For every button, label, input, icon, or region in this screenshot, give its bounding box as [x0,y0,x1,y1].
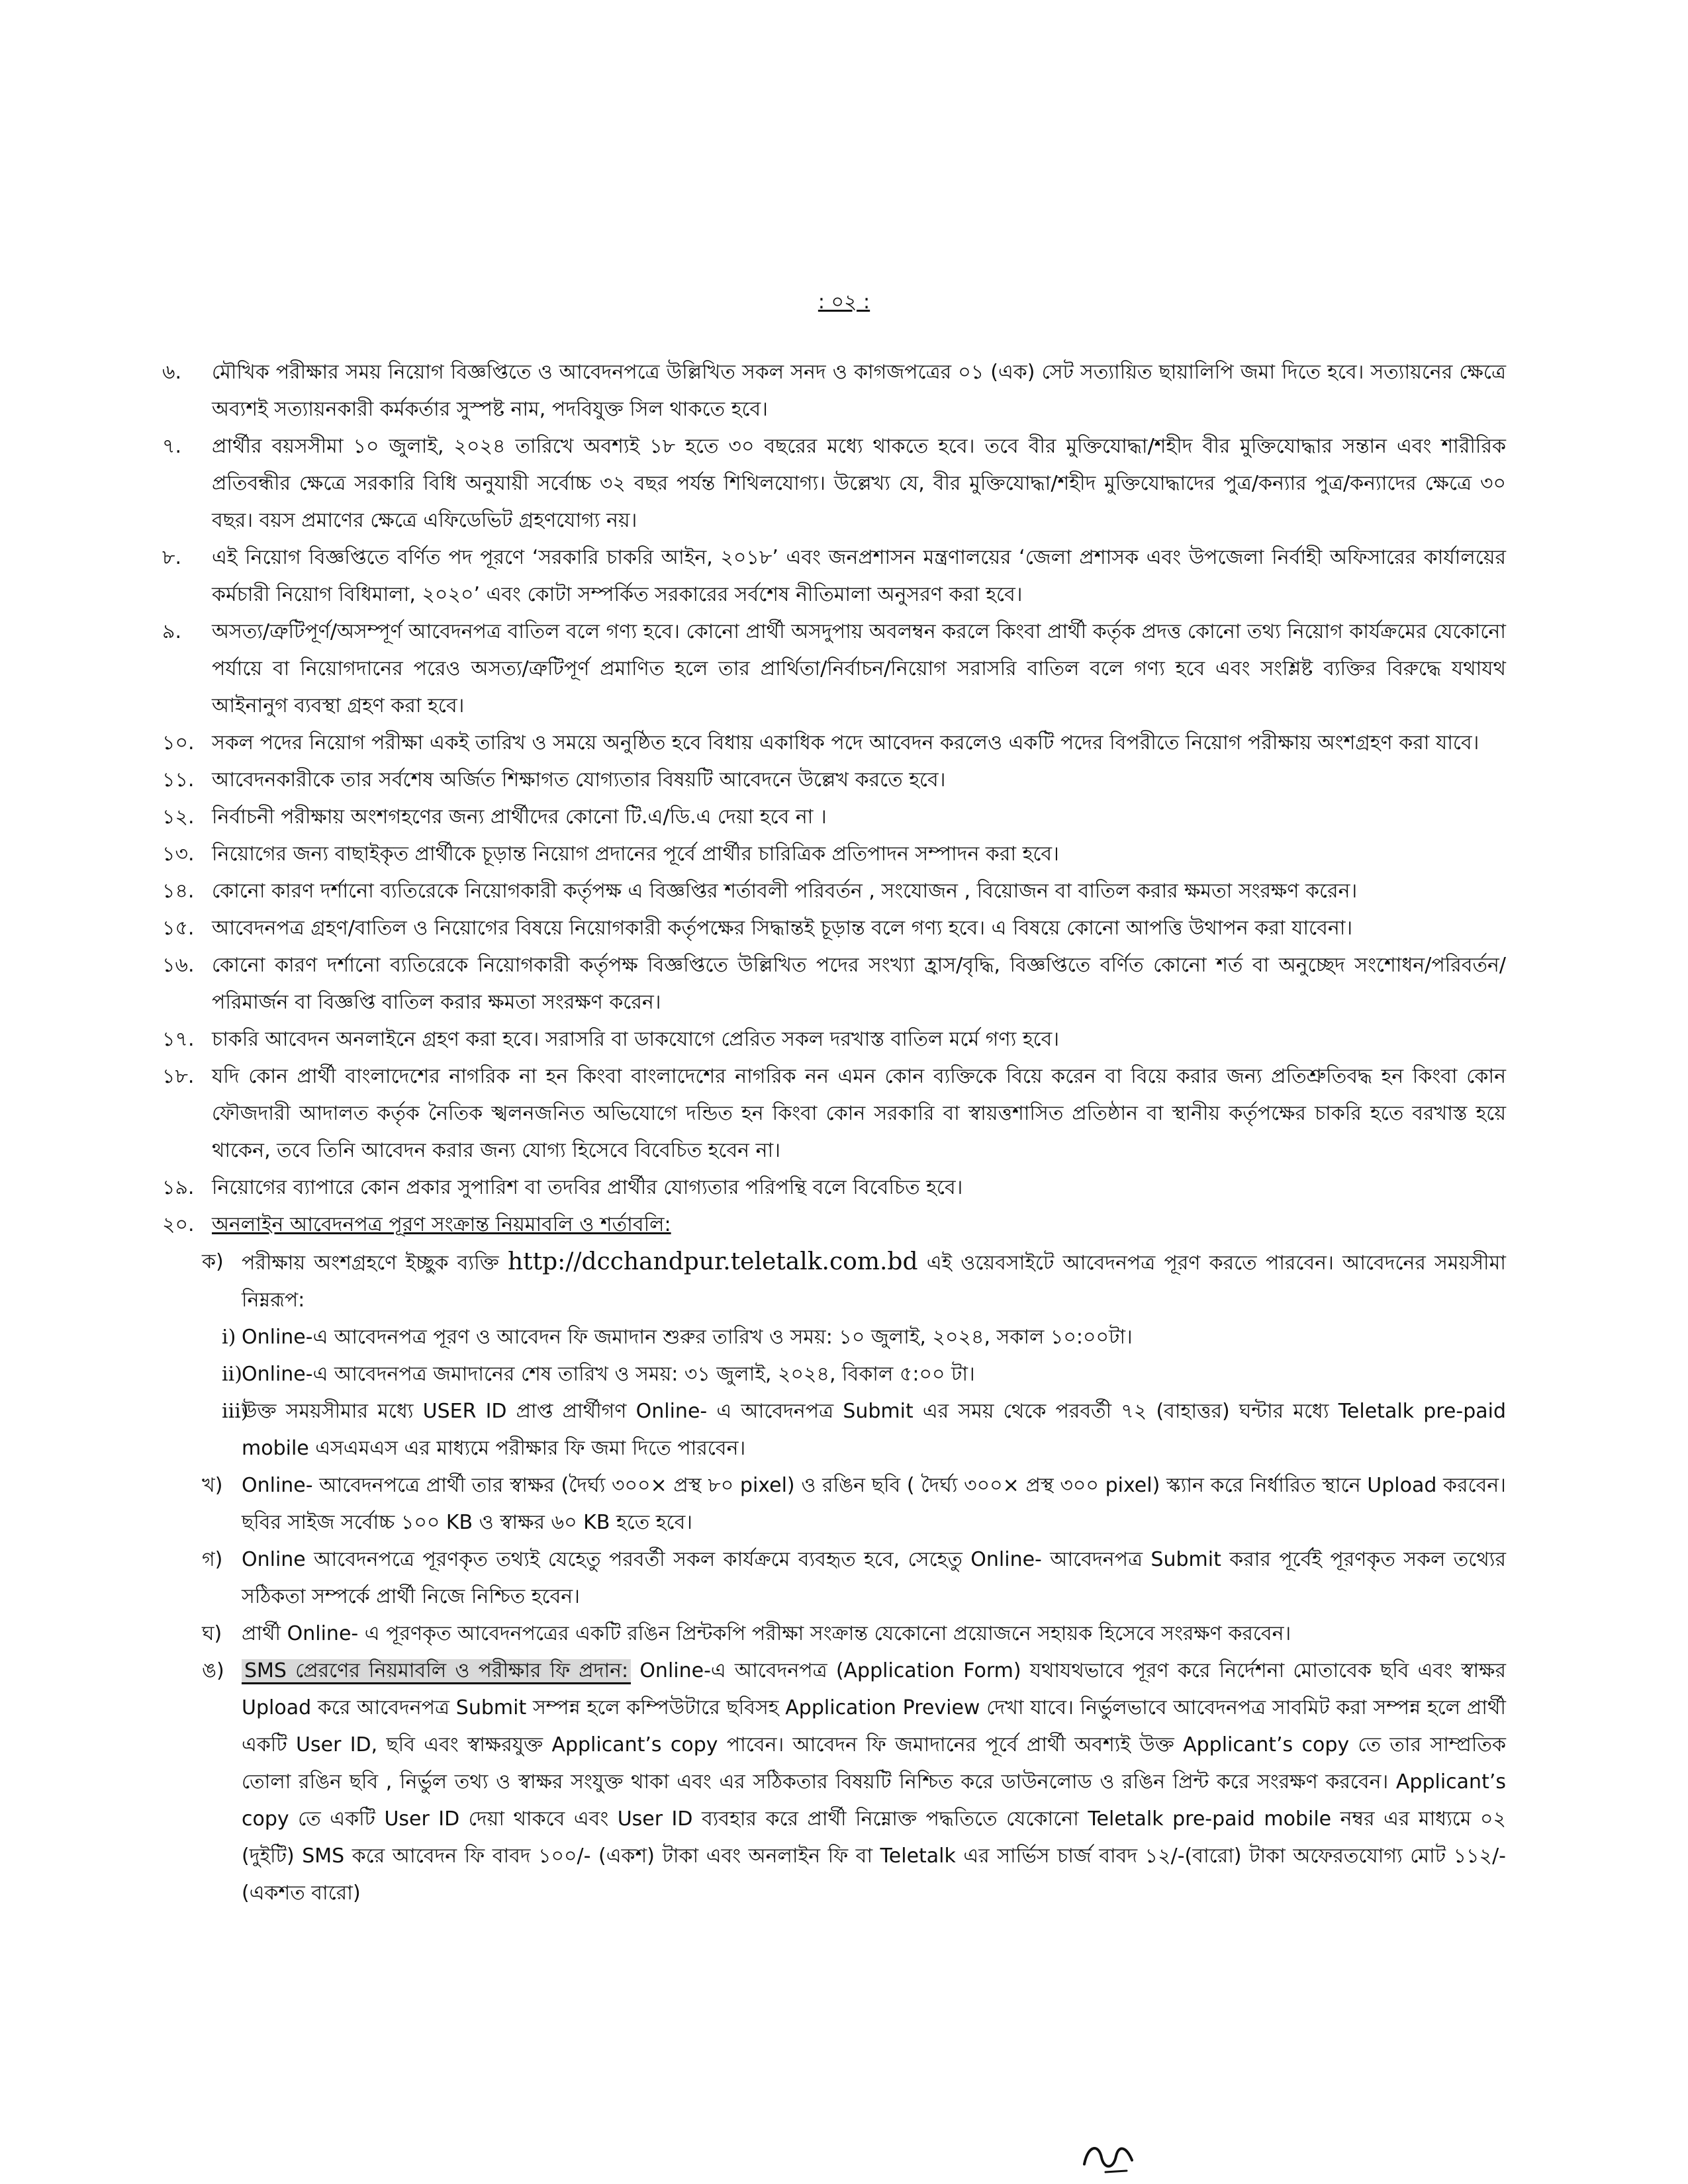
clause-11 [162,762,1506,799]
notice-body [162,354,1506,1912]
sms-rules-heading: SMS প্রেরণের নিয়মাবলি ও পরীক্ষার ফি প্রদান: [242,1659,631,1684]
page-number-header: : ০২ : [818,291,870,314]
sub-clause-text: প্রার্থী Online- এ পূরণকৃত আবেদনপত্রের একটি রঙিন প্রিন্টকপি পরীক্ষা সংক্রান্ত যেকোনো প্রয়োজনে সহায়ক হিসেবে সংরক্ষণ করবেন। [242,1622,1291,1645]
clause-17 [162,1021,1506,1058]
sub-clause-text: Online আবেদনপত্রে পূরণকৃত তথ্যই যেহেতু পরবর্তী সকল কার্যক্রমে ব্যবহৃত হবে, সেহেতু Online- আবেদনপত্র Submit করার পূর্বেই পূরণকৃত সকল তথ্যের সঠিকতা সম্পর্কে প্রার্থী নিজে নিশ্চিত হবেন। [242,1548,1506,1608]
deadline-ii [162,1356,1506,1393]
clause-text: কোনো কারণ দর্শানো ব্যতিরেকে নিয়োগকারী কর্তৃপক্ষ বিজ্ঞপ্তিতে উল্লিখিত পদের সংখ্যা হ্রাস/বৃদ্ধি, বিজ্ঞপ্তিতে বর্ণিত কোনো শর্ত বা অনুচ্ছেদ সংশোধন/পরিবর্তন/পরিমার্জন বা বিজ্ঞপ্তি বাতিল করার ক্ষমতা সংরক্ষণ করেন। [212,954,1506,1014]
clause-19 [162,1169,1506,1206]
clause-text: নিয়োগের জন্য বাছাইকৃত প্রার্থীকে চূড়ান্ত নিয়োগ প্রদানের পূর্বে প্রার্থীর চারিত্রিক প্রতিপাদন সম্পাদন করা হবে। [212,842,1059,866]
clause-number: ১৬. [162,954,195,977]
sub-clause-label: ঘ) [202,1622,222,1645]
sub-clause-umo [162,1653,1506,1912]
clause-16 [162,947,1506,1021]
clause-15 [162,910,1506,947]
clause-number: ২০. [162,1213,195,1236]
clause-7 [162,428,1506,539]
deadline-text: উক্ত সময়সীমার মধ্যে USER ID প্রাপ্ত প্রার্থীগণ Online- এ আবেদনপত্র Submit এর সময় থেকে পরবর্তী ৭২ (বাহাত্তর) ঘন্টার মধ্যে Teletalk pre-paid mobile এসএমএস এর মাধ্যমে পরীক্ষার ফি জমা দিতে পারবেন। [242,1400,1506,1460]
clause-text: আবেদনপত্র গ্রহণ/বাতিল ও নিয়োগের বিষয়ে নিয়োগকারী কর্তৃপক্ষের সিদ্ধান্তই চূড়ান্ত বলে গণ্য হবে। এ বিষয়ে কোনো আপত্তি উথাপন করা যাবেনা। [212,917,1353,940]
clause-text: এই নিয়োগ বিজ্ঞপ্তিতে বর্ণিত পদ পূরণে ‘সরকারি চাকরি আইন, ২০১৮’ এবং জনপ্রশাসন মন্ত্রণালয়ের ‘জেলা প্রশাসক এবং উপজেলা নির্বাহী অফিসারের কার্যালয়ের কর্মচারী নিয়োগ বিধিমালা, ২০২০’ এবং কোটা সম্পর্কিত সরকারের সর্বশেষ নীতিমালা অনুসরণ করা হবে। [212,546,1506,606]
clause-text: আবেদনকারীকে তার সর্বশেষ অর্জিত শিক্ষাগত যোগ্যতার বিষয়টি আবেদনে উল্লেখ করতে হবে। [212,768,946,792]
clause-text: কোনো কারণ দর্শানো ব্যতিরেকে নিয়োগকারী কর্তৃপক্ষ এ বিজ্ঞপ্তির শর্তাবলী পরিবর্তন , সংযোজন , বিয়োজন বা বাতিল করার ক্ষমতা সংরক্ষণ করেন। [212,880,1358,903]
clause-text: প্রার্থীর বয়সসীমা ১০ জুলাই, ২০২৪ তারিখে অবশ্যই ১৮ হতে ৩০ বছরের মধ্যে থাকতে হবে। তবে বীর মুক্তিযোদ্ধা/শহীদ বীর মুক্তিযোদ্ধার সন্তান এবং শারীরিক প্রতিবন্ধীর ক্ষেত্রে সরকারি বিধি অনুযায়ী সর্বোচ্চ ৩২ বছর পর্যন্ত শিথিলযোগ্য। উল্লেখ্য যে, বীর মুক্তিযোদ্ধা/শহীদ মুক্তিযোদ্ধাদের পুত্র/কন্যার পুত্র/কন্যাদের ক্ষেত্রে ৩০ বছর। বয়স প্রমাণের ক্ষেত্রে এফিডেভিট গ্রহণযোগ্য নয়। [212,435,1506,532]
clause-number: ১০. [162,731,195,754]
clause-number: ১৮. [162,1065,195,1088]
roman-label: i) [222,1326,236,1349]
clause-6 [162,354,1506,428]
clause-text: যদি কোন প্রার্থী বাংলাদেশের নাগরিক না হন কিংবা বাংলাদেশের নাগরিক নন এমন কোন ব্যক্তিকে বিয়ে করেন বা বিয়ে করার জন্য প্রতিশ্রুতিবদ্ধ হন কিংবা কোন ফৌজদারী আদালত কর্তৃক নৈতিক স্খলনজনিত অভিযোগে দন্ডিত হন কিংবা কোন সরকারি বা স্বায়ত্তশাসিত প্রতিষ্ঠান বা স্থানীয় কর্তৃপক্ষের চাকরি হতে বরখাস্ত হয়ে থাকেন, তবে তিনি আবেদন করার জন্য যোগ্য হিসেবে বিবেচিত হবেন না। [212,1065,1506,1162]
clause-text: নিয়োগের ব্যাপারে কোন প্রকার সুপারিশ বা তদবির প্রার্থীর যোগ্যতার পরিপন্থি বলে বিবেচিত হবে। [212,1176,963,1199]
clause-number: ১৯. [162,1176,195,1199]
clause-14 [162,873,1506,910]
clause-18 [162,1058,1506,1169]
clause-number: ১৭. [162,1028,195,1051]
clause-number: ৯. [162,620,182,643]
sub-clause-kha [162,1467,1506,1541]
clause-number: ১৩. [162,842,195,866]
sub-clause-label: ঙ) [202,1659,224,1682]
sub-clause-ka [162,1244,1506,1319]
clause-number: ১৫. [162,917,195,940]
clause-20 [162,1206,1506,1244]
sub-clause-text: পরীক্ষায় অংশগ্রহণে ইচ্ছুক ব্যক্তি [242,1251,499,1275]
clause-number: ৬. [162,361,182,384]
clause-number: ১২. [162,805,195,829]
clause-number: ৮. [162,546,182,569]
clause-number: ১৪. [162,880,195,903]
clause-number: ৭. [162,435,182,458]
sub-clause-label: খ) [202,1474,223,1497]
clause-text: চাকরি আবেদন অনলাইনে গ্রহণ করা হবে। সরাসরি বা ডাকযোগে প্রেরিত সকল দরখাস্ত বাতিল মর্মে গণ্য হবে। [212,1028,1060,1051]
sub-clause-text: Online-এ আবেদনপত্র (Application Form) যথাযথভাবে পূরণ করে নির্দেশনা মোতাবেক ছবি এবং স্বাক্ষর Upload করে আবেদনপত্র Submit সম্পন্ন হলে কম্পিউটারে ছবিসহ Application Preview দেখা যাবে। নির্ভুলভাবে আবেদনপত্র সাবমিট করা সম্পন্ন হলে প্রার্থী একটি User ID, ছবি এবং স্বাক্ষরযুক্ত Applicant’s copy পাবেন। আবেদন ফি জমাদানের পূর্বে প্রার্থী অবশ্যই উক্ত Applicant’s copy তে তার সাম্প্রতিক তোলা রঙিন ছবি , নির্ভুল তথ্য ও স্বাক্ষর সংযুক্ত থাকা এবং এর সঠিকতার বিষয়টি নিশ্চিত করে ডাউনলোড ও রঙিন প্রিন্ট করে সংরক্ষণ করবেন। Applicant’s copy তে একটি User ID দেয়া থাকবে এবং User ID ব্যবহার করে প্রার্থী নিম্নোক্ত পদ্ধতিতে যেকোনো Teletalk pre-paid mobile নম্বর এর মাধ্যমে ০২ (দুইটি) SMS করে আবেদন ফি বাবদ ১০০/- (একশ) টাকা এবং অনলাইন ফি বা Teletalk এর সার্ভিস চার্জ বাবদ ১২/-(বারো) টাকা অফেরতযোগ্য মোট ১১২/-(একশত বারো) [242,1659,1506,1905]
deadline-i [162,1319,1506,1356]
deadline-text: Online-এ আবেদনপত্র জমাদানের শেষ তারিখ ও সময়: ৩১ জুলাই, ২০২৪, বিকাল ৫:০০ টা। [242,1363,975,1386]
clause-text: নির্বাচনী পরীক্ষায় অংশগহণের জন্য প্রার্থীদের কোনো টি.এ/ডি.এ দেয়া হবে না । [212,805,827,829]
application-website-link[interactable]: http://dcchandpur.teletalk.com.bd [507,1248,918,1275]
clause-20-title: অনলাইন আবেদনপত্র পূরণ সংক্রান্ত নিয়মাবলি ও শর্তাবলি: [212,1213,671,1236]
clause-text: মৌখিক পরীক্ষার সময় নিয়োগ বিজ্ঞপ্তিতে ও আবেদনপত্রে উল্লিখিত সকল সনদ ও কাগজপত্রের ০১ (এক) সেট সত্যায়িত ছায়ালিপি জমা দিতে হবে। সত্যায়নের ক্ষেত্রে অব্যশই সত্যায়নকারী কর্মকর্তার সুস্পষ্ট নাম, পদবিযুক্ত সিল থাকতে হবে। [212,361,1506,421]
clause-number: ১১. [162,768,195,792]
roman-label: ii) [222,1363,242,1386]
clause-text: সকল পদের নিয়োগ পরীক্ষা একই তারিখ ও সময়ে অনুষ্ঠিত হবে বিধায় একাধিক পদে আবেদন করলেও একটি পদের বিপরীতে নিয়োগ পরীক্ষায় অংশগ্রহণ করা যাবে। [212,731,1479,754]
sub-clause-text: এই ওয়েবসাইটে আবেদনপত্র পূরণ করতে পারবেন। আবেদনের সময়সীমা নিম্নরূপ: [242,1251,1506,1312]
sub-clause-text: Online- আবেদনপত্রে প্রার্থী তার স্বাক্ষর (দৈর্ঘ্য ৩০০× প্রস্থ ৮০ pixel) ও রঙিন ছবি ( দৈর্ঘ্য ৩০০× প্রস্থ ৩০০ pixel) স্ক্যান করে নির্ধারিত স্থানে Upload করবেন। ছবির সাইজ সর্বোচ্চ ১০০ KB ও স্বাক্ষর ৬০ KB হতে হবে। [242,1474,1506,1534]
roman-label: iii) [222,1400,249,1423]
initials-signature [1079,2138,1139,2177]
clause-10 [162,725,1506,762]
clause-9 [162,614,1506,725]
sub-clause-label: ক) [202,1250,224,1273]
deadline-iii [162,1393,1506,1467]
deadline-text: Online-এ আবেদনপত্র পূরণ ও আবেদন ফি জমাদান শুরুর তারিখ ও সময়: ১০ জুলাই, ২০২৪, সকাল ১০:০০টা। [242,1326,1133,1349]
clause-8 [162,539,1506,614]
sub-clause-gha [162,1615,1506,1653]
clause-12 [162,799,1506,836]
clause-text: অসত্য/ত্রুটিপূর্ণ/অসম্পূর্ণ আবেদনপত্র বাতিল বলে গণ্য হবে। কোনো প্রার্থী অসদুপায় অবলম্বন করলে কিংবা প্রার্থী কর্তৃক প্রদত্ত কোনো তথ্য নিয়োগ কার্যক্রমের যেকোনো পর্যায়ে বা নিয়োগদানের পরেও অসত্য/ত্রুটিপূর্ণ প্রমাণিত হলে তার প্রার্থিতা/নির্বাচন/নিয়োগ সরাসরি বাতিল বলে গণ্য হবে এবং সংশ্লিষ্ট ব্যক্তির বিরুদ্ধে যথাযথ আইনানুগ ব্যবস্থা গ্রহণ করা হবে। [212,620,1506,717]
clause-13 [162,836,1506,873]
sub-clause-label: গ) [202,1548,223,1571]
sub-clause-ga [162,1541,1506,1615]
